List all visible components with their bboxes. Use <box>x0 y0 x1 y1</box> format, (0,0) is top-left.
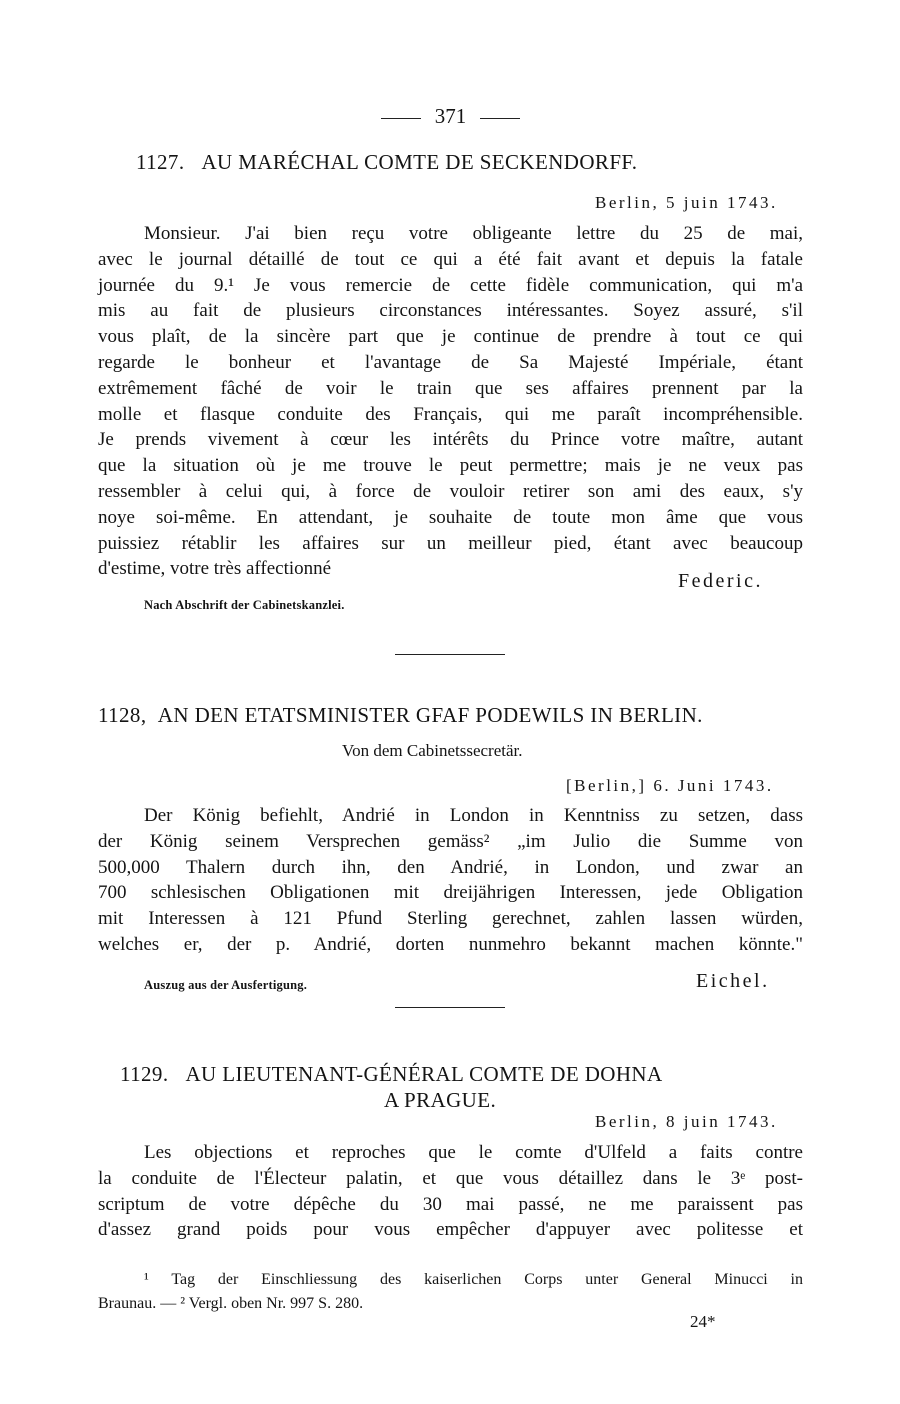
letter-1127-date: Berlin, 5 juin 1743. <box>595 193 778 212</box>
letter-1127-signature: Federic. <box>678 570 763 592</box>
letter-1128-heading <box>98 703 703 728</box>
body-line: puissiez rétablir les affaires sur un meilleur pied, étant avec beaucoup <box>98 532 803 554</box>
letter-number: 1128, <box>98 703 147 727</box>
body-line: journée du 9.¹ Je vous remercie de cette fidèle communication, qui m'a <box>98 274 803 296</box>
body-line: d'assez grand poids pour vous empêcher d'appuyer avec politesse et <box>98 1219 803 1241</box>
body-line: der König seinem Versprechen gemäss² „im Julio die Summe von <box>98 830 803 852</box>
body-line: mis au fait de plusieurs circonstances intéressantes. Soyez assuré, s'il <box>98 300 803 322</box>
section-divider <box>395 654 505 655</box>
body-line: Der König befiehlt, Andrié in London in Kenntniss zu setzen, dass <box>144 805 803 826</box>
letter-1129-heading <box>120 1062 663 1087</box>
letter-title: AU LIEUTENANT-GÉNÉRAL COMTE DE DOHNA <box>185 1062 663 1086</box>
letter-1127-heading <box>136 150 637 175</box>
footnote-line: Braunau. — ² Vergl. oben Nr. 997 S. 280. <box>98 1295 364 1312</box>
body-line: que la situation où je me trouve le peut permettre; mais je ne veux pas <box>98 455 803 477</box>
footnotes <box>98 1268 803 1316</box>
letter-1127-source: Nach Abschrift der Cabinetskanzlei. <box>144 598 345 612</box>
body-line: molle et flasque conduite des Français, qui me paraît incompréhensible. <box>98 403 803 425</box>
body-line: ressembler à celui qui, à force de vouloir retirer son ami des eaux, s'y <box>98 480 803 502</box>
body-line: Les objections et reproches que le comte d'Ulfeld a faits contre <box>144 1142 803 1163</box>
body-line: avec le journal détaillé de tout ce qui a été fait avant et depuis la fatale <box>98 248 803 270</box>
body-line: Monsieur. J'ai bien reçu votre obligeante lettre du 25 de mai, <box>144 223 803 244</box>
printer-signature-mark: 24* <box>690 1312 716 1331</box>
body-line: noye soi-même. En attendant, je souhaite de toute mon âme que vous <box>98 506 803 528</box>
page-number-dash-left <box>381 118 421 119</box>
body-line: 500,000 Thalern durch ihn, den Andrié, in London, und zwar an <box>98 856 803 878</box>
body-line: mit Interessen à 121 Pfund Sterling gerechnet, zahlen lassen würden, <box>98 908 803 930</box>
letter-1128-date: [Berlin,] 6. Juni 1743. <box>566 776 774 795</box>
letter-1128-subtitle: Von dem Cabinetssecretär. <box>342 741 523 760</box>
page-number <box>98 104 803 129</box>
body-line: regarde le bonheur et l'avantage de Sa Majesté Impériale, étant <box>98 351 803 373</box>
letter-title: AN DEN ETATSMINISTER GFAF PODEWILS IN BERLIN. <box>157 703 703 727</box>
body-line: la conduite de l'Électeur palatin, et que vous détaillez dans le 3ᵉ post- <box>98 1167 803 1189</box>
body-line: vous plaît, de la sincère part que je continue de prendre à tout ce qui <box>98 326 803 348</box>
letter-1129-body <box>98 1140 803 1243</box>
section-divider <box>395 1007 505 1008</box>
letter-1129-date: Berlin, 8 juin 1743. <box>595 1112 778 1131</box>
letter-1129-title-line2: A PRAGUE. <box>384 1088 497 1112</box>
page-number-text: 371 <box>434 104 467 128</box>
letter-title: AU MARÉCHAL COMTE DE SECKENDORFF. <box>201 150 638 174</box>
body-line: Je prends vivement à cœur les intérêts du Prince votre maître, autant <box>98 429 803 451</box>
page-number-dash-right <box>480 118 520 119</box>
footnote-line: ¹ Tag der Einschliessung des kaiserlichen Corps unter General Minucci in <box>144 1271 803 1288</box>
body-line: welches er, der p. Andrié, dorten nunmehro bekannt machen könnte." <box>98 933 803 955</box>
letter-1127-body <box>98 221 803 582</box>
letter-1128-signature: Eichel. <box>696 970 770 992</box>
letter-1128-source: Auszug aus der Ausfertigung. <box>144 978 308 992</box>
letter-number: 1127. <box>136 150 185 174</box>
body-line: 700 schlesischen Obligationen mit dreijährigen Interessen, jede Obligation <box>98 882 803 904</box>
letter-1128-body <box>98 803 803 958</box>
letter-number: 1129. <box>120 1062 169 1086</box>
body-line: extrêmement fâché de voir le train que ses affaires prennent par la <box>98 377 803 399</box>
body-line: d'estime, votre très affectionné <box>98 558 332 580</box>
document-page <box>98 0 803 1404</box>
body-line: scriptum de votre dépêche du 30 mai passé, ne me paraissent pas <box>98 1193 803 1215</box>
